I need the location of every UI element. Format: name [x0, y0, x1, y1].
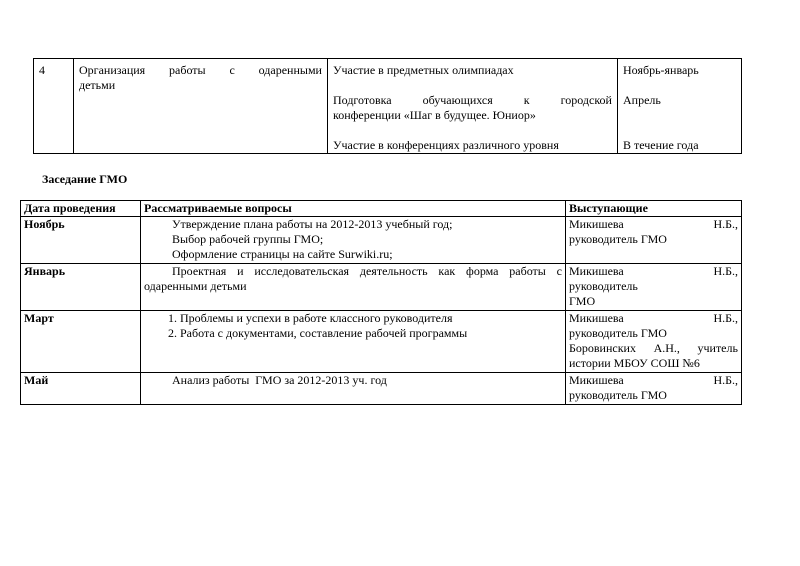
date-cell: Январь — [21, 264, 141, 311]
topic-cell: Организация работы с одаренными детьми — [74, 59, 328, 154]
dates-cell: Ноябрь-январь Апрель В течение года — [618, 59, 742, 154]
speakers-cell: Микишева Н.Б., руководитель ГМО — [566, 373, 742, 405]
section-heading: Заседание ГМО — [42, 172, 128, 186]
activity-3: Участие в конференциях различного уровня — [333, 138, 559, 152]
row-number: 4 — [34, 59, 74, 154]
gmo-schedule-table — [20, 200, 742, 405]
header-questions: Рассматриваемые вопросы — [141, 201, 566, 217]
date-cell: Май — [21, 373, 141, 405]
speakers-cell: Микишева Н.Б., руководитель ГМО Боровинских А.Н., учитель истории МБОУ СОШ №6 — [566, 311, 742, 373]
speakers-cell: Микишева Н.Б., руководитель ГМО — [566, 264, 742, 311]
questions-cell: 1. Проблемы и успехи в работе классного руководителя 2. Работа с документами, составление рабочей программы — [141, 311, 566, 373]
date-cell: Март — [21, 311, 141, 373]
activities-cell: Участие в предметных олимпиадах Подготовка обучающихся к городской конференции «Шаг в будущее. Юниор» Участие в конференциях различного уровня — [328, 59, 618, 154]
header-speakers: Выступающие — [566, 201, 742, 217]
table-row — [21, 264, 742, 311]
date-cell: Ноябрь — [21, 217, 141, 264]
header-date: Дата проведения — [21, 201, 141, 217]
questions-cell: Утверждение плана работы на 2012-2013 учебный год; Выбор рабочей группы ГМО; Оформление страницы на сайте Surwiki.ru; — [141, 217, 566, 264]
activity-1: Участие в предметных олимпиадах — [333, 63, 514, 77]
questions-cell: Проектная и исследовательская деятельность как форма работы с одаренными детьми — [141, 264, 566, 311]
table-header-row — [21, 201, 742, 217]
questions-cell: Анализ работы ГМО за 2012-2013 уч. год — [141, 373, 566, 405]
table-row — [21, 311, 742, 373]
speakers-cell: Микишева Н.Б., руководитель ГМО — [566, 217, 742, 264]
activity-2-line: Подготовка обучающихся к городской — [333, 93, 612, 107]
plan-table — [33, 58, 742, 154]
topic-line: Организация работы с одаренными — [79, 63, 322, 77]
table-row — [21, 217, 742, 264]
table-row — [34, 59, 742, 154]
table-row — [21, 373, 742, 405]
